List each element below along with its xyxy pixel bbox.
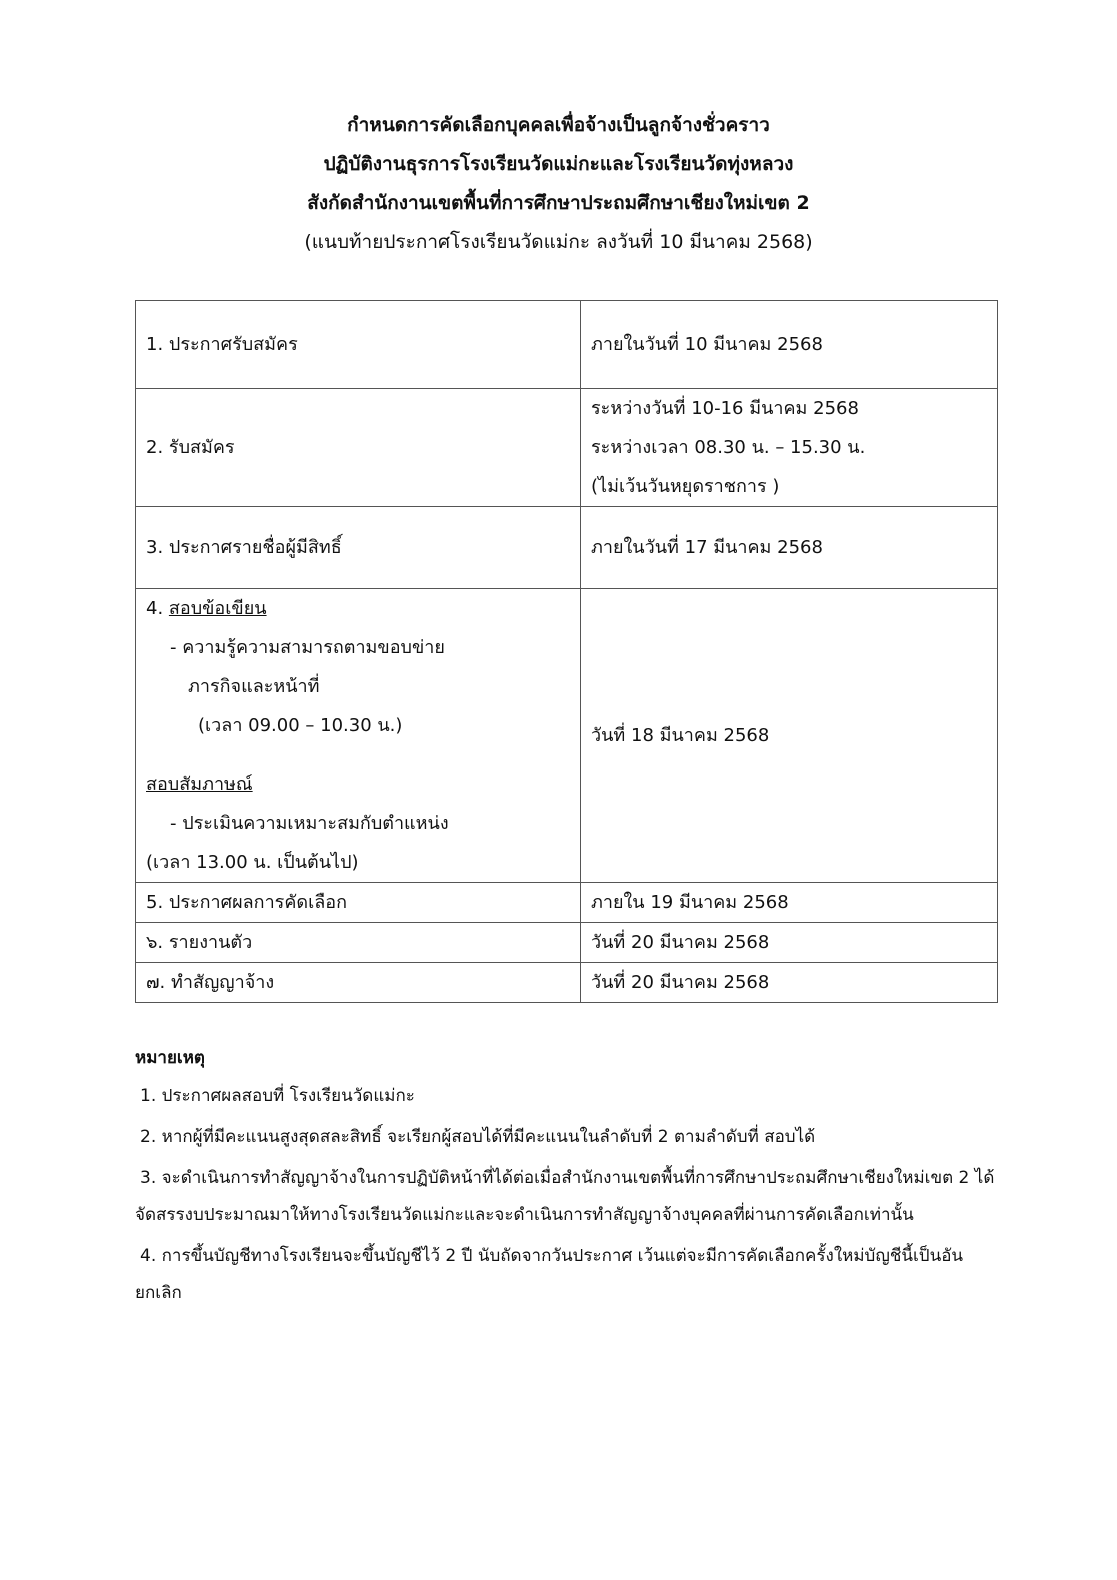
note-item: 1. ประกาศผลสอบที่ โรงเรียนวัดแม่กะ — [140, 1086, 415, 1106]
schedule-date-cell — [581, 923, 998, 963]
notes-section — [135, 1042, 1005, 1316]
schedule-item-cell — [136, 883, 581, 923]
interview-label: สอบสัมภาษณ์ — [146, 774, 253, 795]
notes-title: หมายเหตุ — [135, 1048, 205, 1068]
schedule-item: ๗. ทำสัญญาจ้าง — [146, 972, 275, 993]
written-exam-label: สอบข้อเขียน — [168, 598, 267, 619]
schedule-item-cell — [136, 923, 581, 963]
table-row — [136, 389, 998, 507]
schedule-date-cell — [581, 301, 998, 389]
title-line-1: กำหนดการคัดเลือกบุคคลเพื่อจ้างเป็นลูกจ้างชั่วคราว — [347, 114, 770, 136]
spacer — [146, 745, 570, 765]
schedule-date-cell — [581, 389, 998, 507]
written-exam-detail-2: ภารกิจและหน้าที่ — [188, 676, 320, 697]
schedule-date: ภายใน 19 มีนาคม 2568 — [591, 892, 789, 913]
schedule-item-cell — [136, 301, 581, 389]
schedule-item: 5. ประกาศผลการคัดเลือก — [146, 892, 347, 913]
item-number: 4. — [146, 598, 169, 619]
schedule-date: ภายในวันที่ 10 มีนาคม 2568 — [591, 334, 823, 355]
schedule-item-cell — [136, 963, 581, 1003]
schedule-item: 3. ประกาศรายชื่อผู้มีสิทธิ์ — [146, 537, 342, 558]
schedule-note: (ไม่เว้นวันหยุดราชการ ) — [591, 476, 780, 497]
schedule-item: 2. รับสมัคร — [146, 437, 235, 458]
table-row — [136, 883, 998, 923]
schedule-time: ระหว่างเวลา 08.30 น. – 15.30 น. — [591, 437, 866, 458]
note-item: 3. จะดำเนินการทำสัญญาจ้างในการปฏิบัติหน้าที่ได้ต่อเมื่อสำนักงานเขตพื้นที่การศึกษาประถมศึกษาเชียงใหม่เขต 2 ได้จัดสรรงบประมาณมาให้ทางโรงเรียนวัดแม่กะและจะดำเนินการทำสัญญาจ้างบุคคลที่ผ่านการคัดเลือกเท่านั้น — [135, 1168, 995, 1225]
written-exam-detail: - ความรู้ความสามารถตามขอบข่าย — [170, 637, 445, 658]
interview-time: (เวลา 13.00 น. เป็นต้นไป) — [146, 852, 359, 873]
table-row — [136, 923, 998, 963]
schedule-date-cell — [581, 963, 998, 1003]
schedule-date: ระหว่างวันที่ 10-16 มีนาคม 2568 — [591, 398, 859, 419]
table-row — [136, 301, 998, 389]
schedule-item-cell — [136, 589, 581, 883]
schedule-date-cell — [581, 589, 998, 883]
note-item: 2. หากผู้ที่มีคะแนนสูงสุดสละสิทธิ์ จะเรียกผู้สอบได้ที่มีคะแนนในลำดับที่ 2 ตามลำดับที่ สอบได้ — [140, 1127, 816, 1147]
schedule-date: วันที่ 20 มีนาคม 2568 — [591, 932, 770, 953]
note-item: 4. การขึ้นบัญชีทางโรงเรียนจะขึ้นบัญชีไว้ 2 ปี นับถัดจากวันประกาศ เว้นแต่จะมีการคัดเลือกครั้งใหม่บัญชีนี้เป็นอันยกเลิก — [135, 1246, 964, 1303]
exam-heading — [146, 589, 570, 628]
table-row — [136, 963, 998, 1003]
schedule-date: ภายในวันที่ 17 มีนาคม 2568 — [591, 537, 823, 558]
schedule-item: ๖. รายงานตัว — [146, 932, 253, 953]
schedule-table — [135, 300, 998, 1003]
schedule-date: วันที่ 18 มีนาคม 2568 — [591, 725, 770, 746]
schedule-item-cell — [136, 389, 581, 507]
title-line-4: (แนบท้ายประกาศโรงเรียนวัดแม่กะ ลงวันที่ 10 มีนาคม 2568) — [304, 231, 813, 253]
title-line-3: สังกัดสำนักงานเขตพื้นที่การศึกษาประถมศึกษาเชียงใหม่เขต 2 — [307, 192, 810, 214]
schedule-date: วันที่ 20 มีนาคม 2568 — [591, 972, 770, 993]
schedule-date-cell — [581, 883, 998, 923]
table-row — [136, 507, 998, 589]
schedule-item-cell — [136, 507, 581, 589]
interview-detail: - ประเมินความเหมาะสมกับตำแหน่ง — [170, 813, 449, 834]
schedule-item: 1. ประกาศรับสมัคร — [146, 334, 298, 355]
schedule-date-cell — [581, 507, 998, 589]
table-row — [136, 589, 998, 883]
written-exam-time: (เวลา 09.00 – 10.30 น.) — [198, 715, 403, 736]
title-line-2: ปฏิบัติงานธุรการโรงเรียนวัดแม่กะและโรงเรียนวัดทุ่งหลวง — [323, 153, 794, 175]
